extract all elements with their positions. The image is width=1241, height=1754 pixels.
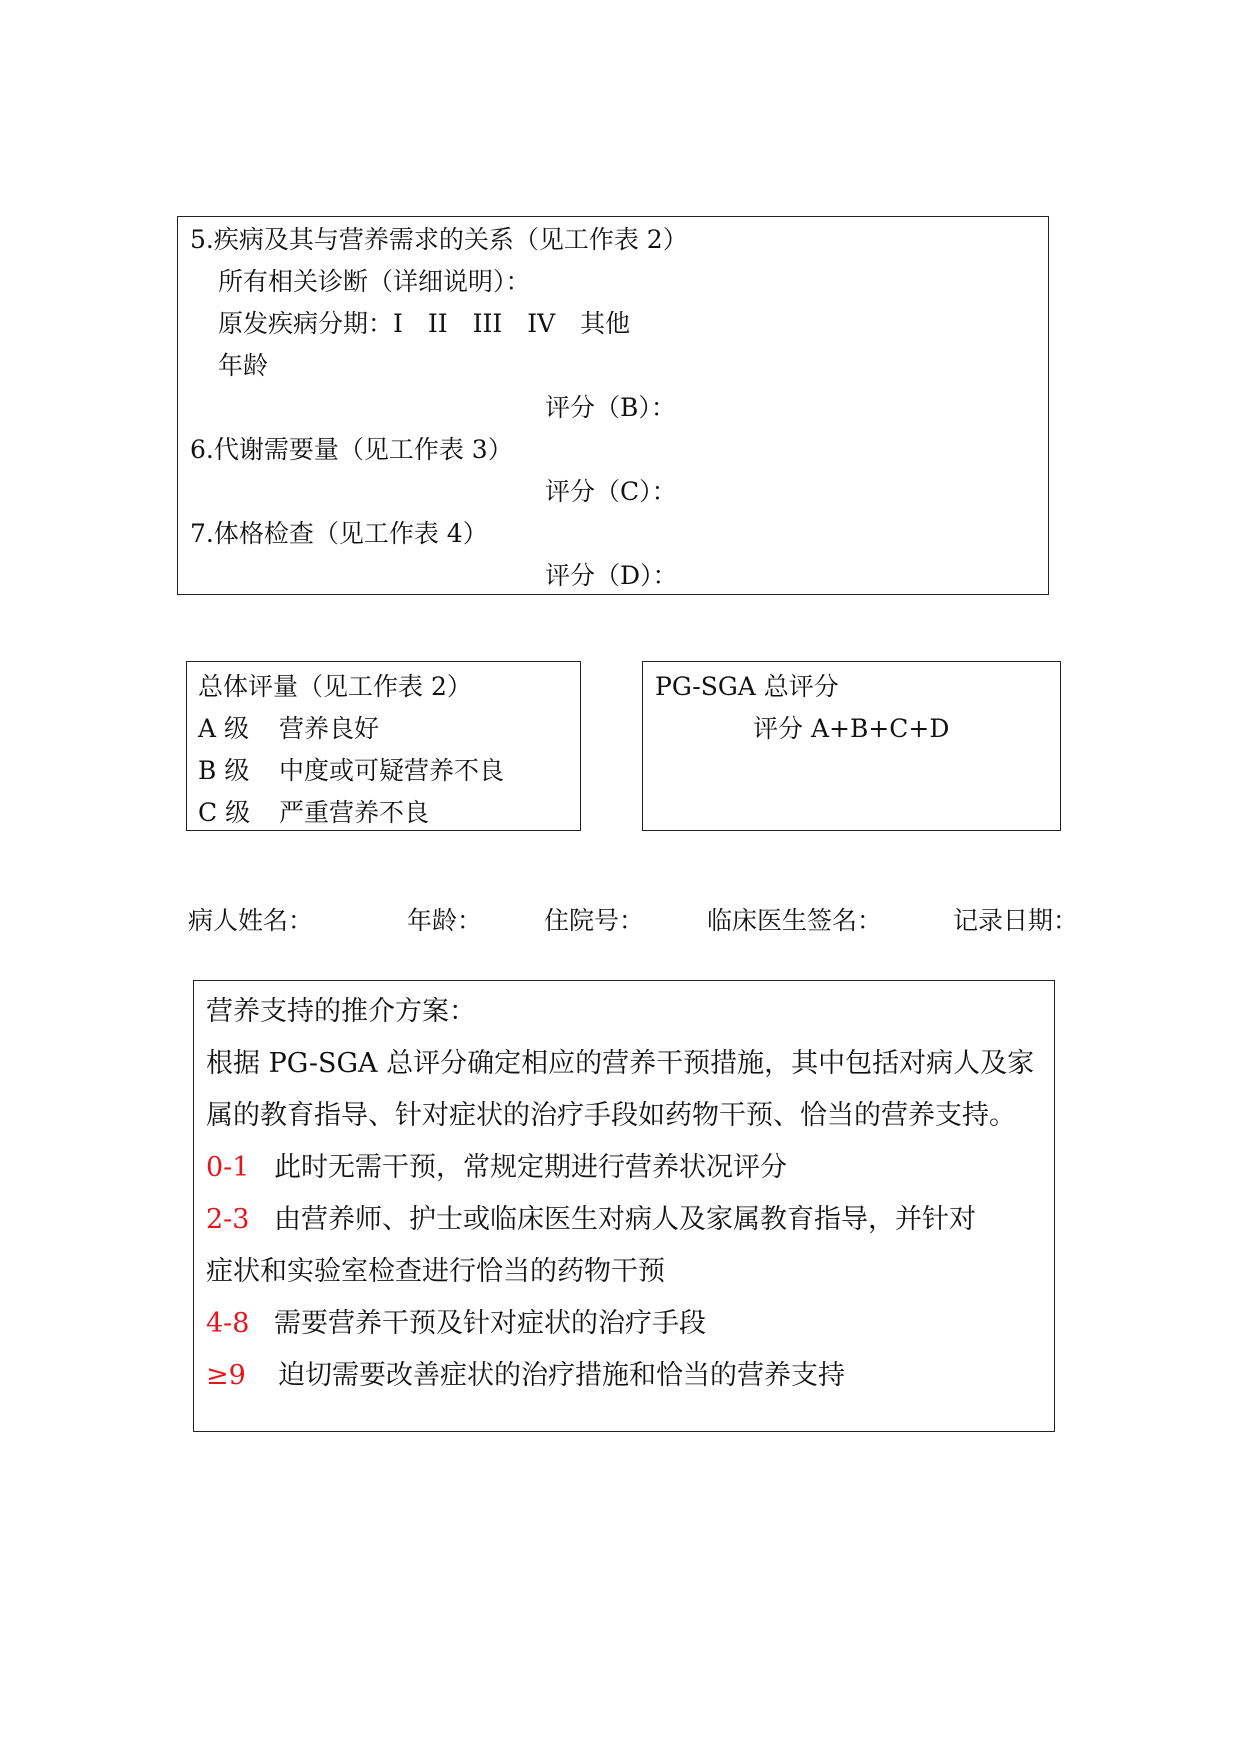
score-range: 0-1 bbox=[206, 1152, 250, 1183]
total-score-box bbox=[642, 661, 1061, 831]
grade-desc: 中度或可疑营养不良 bbox=[279, 756, 505, 785]
total-score-title: PG-SGA 总评分 bbox=[655, 672, 839, 701]
nutrition-plan-box bbox=[193, 980, 1055, 1432]
score-range-advice: 此时无需干预，常规定期进行营养状况评分 bbox=[274, 1152, 787, 1183]
age-label: 年龄 bbox=[218, 351, 269, 380]
overall-assessment-title: 总体评量（见工作表 2） bbox=[198, 672, 472, 701]
metabolic-title: 6.代谢需要量（见工作表 3） bbox=[190, 435, 513, 464]
patient-name-label: 病人姓名： bbox=[188, 906, 314, 935]
score-range: 2-3 bbox=[206, 1204, 250, 1235]
score-range: ≥9 bbox=[206, 1360, 246, 1391]
disease-section-box bbox=[177, 216, 1049, 595]
stage-label: 原发疾病分期：I II III IV 其他 bbox=[218, 309, 631, 338]
score-b-label: 评分（B）： bbox=[545, 393, 676, 422]
score-range: 4-8 bbox=[206, 1308, 250, 1339]
exam-title: 7.体格检查（见工作表 4） bbox=[190, 519, 488, 548]
grade-label: B 级 bbox=[198, 756, 250, 785]
overall-assessment-box bbox=[186, 661, 581, 831]
score-c-label: 评分（C）： bbox=[545, 477, 677, 506]
score-range-advice: 迫切需要改善症状的治疗措施和恰当的营养支持 bbox=[278, 1360, 845, 1391]
doctor-signature-label: 临床医生签名： bbox=[707, 906, 883, 935]
score-d-label: 评分（D）： bbox=[545, 561, 678, 590]
score-range-advice: 由营养师、护士或临床医生对病人及家属教育指导，并针对 bbox=[274, 1204, 976, 1235]
diagnosis-label: 所有相关诊断（详细说明）： bbox=[218, 267, 531, 296]
total-score-formula: 评分 A+B+C+D bbox=[753, 714, 950, 743]
nutrition-plan-intro: 属的教育指导、针对症状的治疗手段如药物干预、恰当的营养支持。 bbox=[206, 1100, 1016, 1131]
nutrition-plan-title: 营养支持的推介方案： bbox=[206, 996, 476, 1027]
grade-label: A 级 bbox=[198, 714, 250, 743]
grade-desc: 严重营养不良 bbox=[279, 798, 430, 827]
patient-age-label: 年龄： bbox=[407, 906, 483, 935]
score-range-advice: 需要营养干预及针对症状的治疗手段 bbox=[274, 1308, 706, 1339]
grade-label: C 级 bbox=[198, 798, 251, 827]
record-date-label: 记录日期： bbox=[953, 906, 1079, 935]
admission-number-label: 住院号： bbox=[544, 906, 645, 935]
grade-desc: 营养良好 bbox=[279, 714, 380, 743]
nutrition-plan-intro: 根据 PG-SGA 总评分确定相应的营养干预措施，其中包括对病人及家 bbox=[206, 1048, 1035, 1079]
disease-section-title: 5.疾病及其与营养需求的关系（见工作表 2） bbox=[190, 225, 688, 254]
score-range-advice-continued: 症状和实验室检查进行恰当的药物干预 bbox=[206, 1256, 665, 1287]
